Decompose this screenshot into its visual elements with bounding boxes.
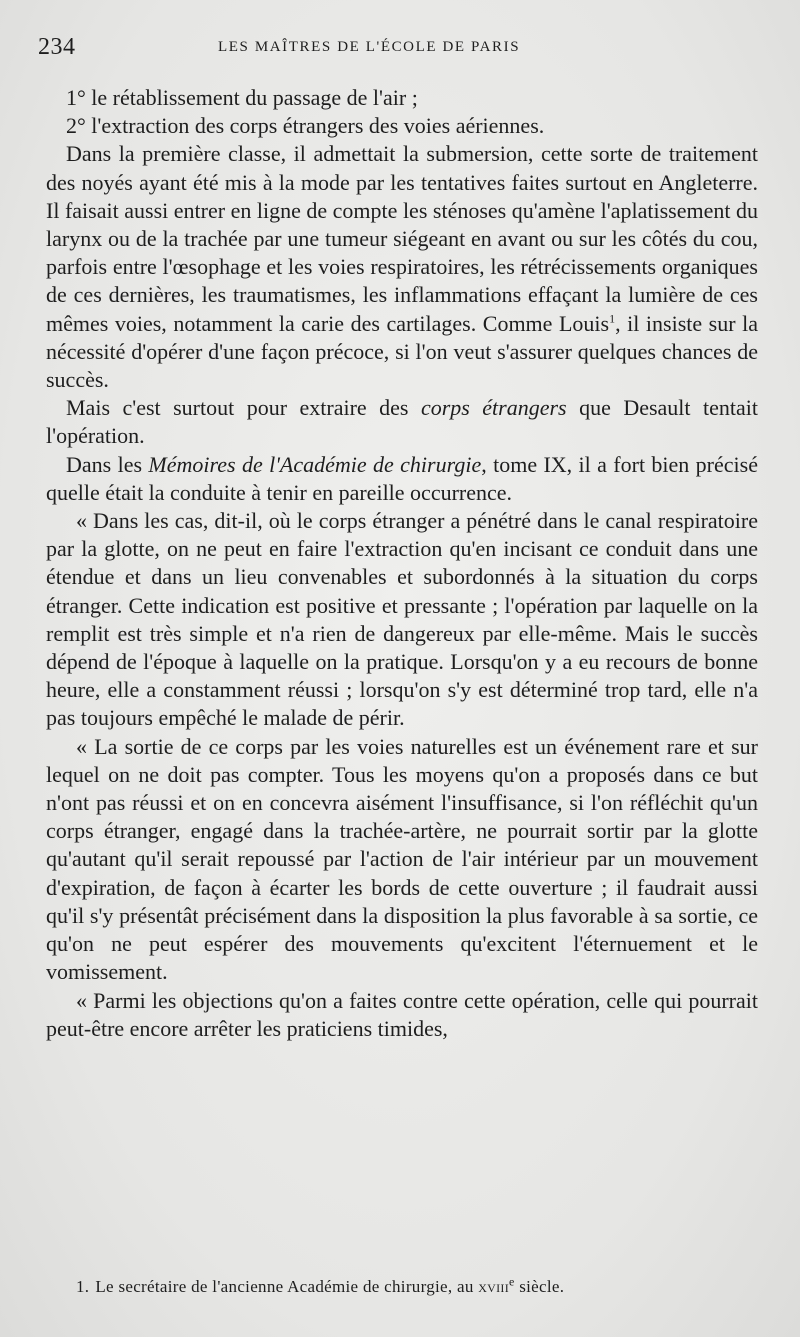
running-title: LES MAÎTRES DE L'ÉCOLE DE PARIS (218, 39, 521, 55)
century-suffix: e (509, 1274, 515, 1289)
paragraph (46, 394, 758, 450)
century-numeral: xviii (478, 1277, 510, 1296)
quote-paragraph: « La sortie de ce corps par les voies naturelles est un événement rare et sur lequel on ne doit pas compter. Tous les moyens qu'on a proposés dans ce but n'ont pas réussi et on en concevra aisément l'insuffisance, si l'on réfléchit qu'un corps étranger, engagé dans la trachée-artère, ne pourrait sortir par la glotte qu'autant qu'il serait repoussé par l'action de l'air intérieur par un mouvement d'expiration, de façon à écarter les bords de cette ouverture ; il faudrait aussi qu'il s'y présentât précisément dans la disposition la plus favorable à sa sortie, ce qu'on ne peut espérer des mouvements qu'excitent l'éternuement et le vomissement. (46, 733, 758, 985)
footnote-number: 1. (76, 1277, 90, 1296)
paragraph-text: , tome IX, il a fort bien précisé quelle était la conduite à tenir en pareille occurrence. (46, 451, 758, 505)
footnote-text: siècle. (514, 1277, 565, 1296)
quote-paragraph: « Parmi les objections qu'on a faites contre cette opération, celle qui pourrait peut-être encore arrêter les praticiens timides, (46, 987, 758, 1041)
quote-paragraph: « Dans les cas, dit-il, où le corps étranger a pénétré dans le canal respiratoire par la glotte, on ne peut en faire l'extraction qu'en incisant ce conduit dans une étendue et dans un lieu convenables et subordonnés à la situation du corps étranger. Cette indication est positive et pressante ; l'opération par laquelle on la remplit est très simple et n'a rien de dangereux par elle-même. Mais le succès dépend de l'époque à laquelle on la pratique. Lorsqu'on y a eu recours de bonne heure, elle a constamment réussi ; lorsqu'on s'y est déterminé trop tard, elle n'a pas toujours empêché le malade de périr. (46, 508, 758, 731)
list-item: 1° le rétablissement du passage de l'air ; (66, 85, 418, 110)
footnote-reference: 1 (609, 311, 616, 326)
main-text (46, 84, 758, 1043)
page-number: 234 (38, 34, 76, 60)
paragraph (46, 140, 758, 394)
paragraph-text: Dans les (66, 451, 149, 477)
footnote (76, 1274, 766, 1297)
footnote-text: Le secrétaire de l'ancienne Académie de chirurgie, au (95, 1277, 479, 1296)
paragraph-text: Dans la première classe, il admettait la submersion, cette sorte de traitement des noyés ayant été mis à la mode par les tentatives faites surtout en Angleterre. Il faisait aussi entrer en ligne de compte les sténoses qu'amène l'aplatissement du larynx ou de la trachée par une tumeur siégeant en avant ou sur les côtés du cou, parfois entre l'œsophage et les voies respiratoires, les rétrécissements organiques de ces dernières, les traumatismes, les inflammations effaçant la lumière de ces mêmes voies, notamment la carie des cartilages. Comme Louis (46, 141, 758, 336)
paragraph-text: que Desault tentait l'opération. (46, 395, 758, 449)
book-title: Mémoires de l'Académie de chirurgie (148, 451, 482, 477)
page-header (38, 34, 760, 62)
paragraph (46, 451, 758, 507)
paragraph-text: Mais c'est surtout pour extraire des (66, 395, 421, 421)
list-item: 2° l'extraction des corps étrangers des voies aériennes. (66, 113, 545, 139)
paragraph-text: , il insiste sur la nécessité d'opérer d'une façon précoce, si l'on veut s'assurer quelques chances de succès. (46, 310, 758, 393)
emphasis: corps étrangers (420, 395, 567, 421)
